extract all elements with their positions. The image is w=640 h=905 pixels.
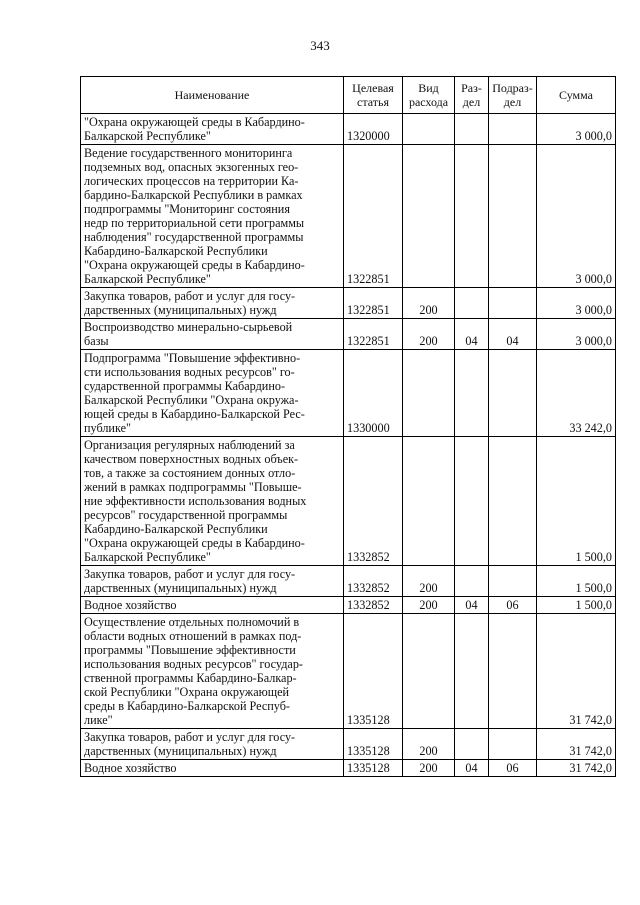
table-row	[81, 288, 616, 319]
row-name-line: Кабардино-Балкарской Республики	[84, 244, 268, 258]
row-subsection-cell	[489, 288, 537, 319]
row-name-cell	[81, 729, 344, 760]
row-name-line: использования водных ресурсов" государ-	[84, 657, 303, 671]
table-row	[81, 145, 616, 288]
row-target-article-cell: 1332852	[344, 597, 403, 614]
table-row	[81, 729, 616, 760]
row-subsection-cell	[489, 614, 537, 729]
row-section-cell	[455, 350, 489, 437]
row-subsection-cell: 06	[489, 597, 537, 614]
row-name-line: дарственных (муниципальных) нужд	[84, 744, 277, 758]
row-expense-type-cell	[403, 350, 455, 437]
row-name-line: программы "Повышение эффективности	[84, 643, 296, 657]
row-name-line: публике"	[84, 421, 131, 435]
row-amount-cell: 3 000,0	[537, 145, 616, 288]
row-expense-type-cell: 200	[403, 597, 455, 614]
row-section-cell	[455, 614, 489, 729]
row-amount-cell: 31 742,0	[537, 614, 616, 729]
row-name-line: Закупка товаров, работ и услуг для госу-	[84, 567, 296, 581]
row-subsection-cell	[489, 114, 537, 145]
row-name-line: Балкарской Республике"	[84, 272, 211, 286]
row-name-line: ственной программы Кабардино-Балкар-	[84, 671, 297, 685]
row-amount-cell: 31 742,0	[537, 729, 616, 760]
row-amount-cell: 33 242,0	[537, 350, 616, 437]
row-name-line: "Охрана окружающей среды в Кабардино-	[84, 258, 305, 272]
row-name-line: Воспроизводство минерально-сырьевой	[84, 320, 293, 334]
row-amount-cell: 3 000,0	[537, 319, 616, 350]
row-section-cell	[455, 729, 489, 760]
row-expense-type-cell	[403, 114, 455, 145]
row-amount-cell: 3 000,0	[537, 114, 616, 145]
row-name-line: логических процессов на территории Ка-	[84, 174, 299, 188]
row-section-cell: 04	[455, 319, 489, 350]
row-subsection-cell	[489, 729, 537, 760]
row-name-cell	[81, 114, 344, 145]
row-name-line: сти использования водных ресурсов" го-	[84, 365, 295, 379]
row-amount-cell: 1 500,0	[537, 437, 616, 566]
row-name-cell	[81, 614, 344, 729]
header-target-article: Целевая статья	[344, 77, 403, 114]
row-name-line: Балкарской Республике"	[84, 129, 211, 143]
row-name-line: лике"	[84, 713, 113, 727]
row-name-line: жений в рамках подпрограммы "Повыше-	[84, 480, 302, 494]
row-expense-type-cell: 200	[403, 566, 455, 597]
row-target-article-cell: 1322851	[344, 145, 403, 288]
row-section-cell	[455, 145, 489, 288]
row-subsection-cell	[489, 437, 537, 566]
row-section-cell	[455, 566, 489, 597]
header-expense-type: Вид расхода	[403, 77, 455, 114]
header-subsection: Подраз- дел	[489, 77, 537, 114]
row-amount-cell: 1 500,0	[537, 597, 616, 614]
header-amount: Сумма	[537, 77, 616, 114]
row-name-cell	[81, 350, 344, 437]
row-name-cell	[81, 760, 344, 777]
row-name-line: подпрограммы "Мониторинг состояния	[84, 202, 290, 216]
row-name-line: ние эффективности использования водных	[84, 494, 307, 508]
row-name-cell	[81, 145, 344, 288]
row-subsection-cell	[489, 145, 537, 288]
row-section-cell	[455, 114, 489, 145]
row-name-line: Водное хозяйство	[84, 598, 177, 612]
row-name-line: наблюдения" государственной программы	[84, 230, 304, 244]
row-name-line: Кабардино-Балкарской Республики	[84, 522, 268, 536]
row-target-article-cell: 1335128	[344, 729, 403, 760]
row-name-line: бардино-Балкарской Республики в рамках	[84, 188, 303, 202]
table-row	[81, 437, 616, 566]
row-subsection-cell	[489, 350, 537, 437]
row-section-cell	[455, 437, 489, 566]
row-name-cell	[81, 288, 344, 319]
row-name-line: качеством поверхностных водных объек-	[84, 452, 299, 466]
row-name-cell	[81, 437, 344, 566]
row-subsection-cell: 04	[489, 319, 537, 350]
table-row	[81, 319, 616, 350]
row-expense-type-cell: 200	[403, 729, 455, 760]
row-name-line: Водное хозяйство	[84, 761, 177, 775]
row-name-line: дарственных (муниципальных) нужд	[84, 303, 277, 317]
table-body	[81, 114, 616, 777]
row-subsection-cell	[489, 566, 537, 597]
row-target-article-cell: 1320000	[344, 114, 403, 145]
header-name: Наименование	[81, 77, 344, 114]
row-name-line: тов, а также за состоянием донных отло-	[84, 466, 296, 480]
row-name-line: Закупка товаров, работ и услуг для госу-	[84, 730, 296, 744]
row-name-line: ресурсов" государственной программы	[84, 508, 288, 522]
row-name-line: подземных вод, опасных экзогенных гео-	[84, 160, 299, 174]
row-name-cell	[81, 597, 344, 614]
row-target-article-cell: 1335128	[344, 614, 403, 729]
row-expense-type-cell	[403, 614, 455, 729]
row-target-article-cell: 1332852	[344, 566, 403, 597]
table-header-row	[81, 77, 616, 114]
row-name-line: ской Республики "Охрана окружающей	[84, 685, 290, 699]
row-name-line: ющей среды в Кабардино-Балкарской Рес-	[84, 407, 305, 421]
table-row	[81, 566, 616, 597]
row-expense-type-cell: 200	[403, 288, 455, 319]
page-number: 343	[310, 38, 330, 53]
table-row	[81, 350, 616, 437]
row-name-line: сударственной программы Кабардино-	[84, 379, 286, 393]
row-name-line: "Охрана окружающей среды в Кабардино-	[84, 536, 305, 550]
row-name-line: Балкарской Республике"	[84, 550, 211, 564]
row-amount-cell: 1 500,0	[537, 566, 616, 597]
row-subsection-cell: 06	[489, 760, 537, 777]
table-row	[81, 614, 616, 729]
row-name-line: Закупка товаров, работ и услуг для госу-	[84, 289, 296, 303]
row-section-cell	[455, 288, 489, 319]
row-target-article-cell: 1335128	[344, 760, 403, 777]
row-target-article-cell: 1322851	[344, 288, 403, 319]
budget-table	[80, 76, 616, 777]
row-name-line: Организация регулярных наблюдений за	[84, 438, 295, 452]
row-expense-type-cell: 200	[403, 760, 455, 777]
row-name-line: Балкарской Республики "Охрана окружа-	[84, 393, 299, 407]
header-section: Раз- дел	[455, 77, 489, 114]
row-amount-cell: 31 742,0	[537, 760, 616, 777]
row-name-line: Ведение государственного мониторинга	[84, 146, 293, 160]
row-name-cell	[81, 319, 344, 350]
row-target-article-cell: 1322851	[344, 319, 403, 350]
row-name-line: "Охрана окружающей среды в Кабардино-	[84, 115, 305, 129]
row-name-cell	[81, 566, 344, 597]
row-section-cell: 04	[455, 760, 489, 777]
row-expense-type-cell	[403, 145, 455, 288]
table-row	[81, 114, 616, 145]
row-name-line: области водных отношений в рамках под-	[84, 629, 302, 643]
row-amount-cell: 3 000,0	[537, 288, 616, 319]
table-row	[81, 597, 616, 614]
row-name-line: среды в Кабардино-Балкарской Респуб-	[84, 699, 290, 713]
row-name-line: Осуществление отдельных полномочий в	[84, 615, 300, 629]
row-name-line: базы	[84, 334, 109, 348]
row-section-cell: 04	[455, 597, 489, 614]
row-name-line: дарственных (муниципальных) нужд	[84, 581, 277, 595]
row-name-line: Подпрограмма "Повышение эффективно-	[84, 351, 301, 365]
row-expense-type-cell	[403, 437, 455, 566]
row-target-article-cell: 1330000	[344, 350, 403, 437]
row-name-line: недр по территориальной сети программы	[84, 216, 305, 230]
row-expense-type-cell: 200	[403, 319, 455, 350]
row-target-article-cell: 1332852	[344, 437, 403, 566]
table-row	[81, 760, 616, 777]
